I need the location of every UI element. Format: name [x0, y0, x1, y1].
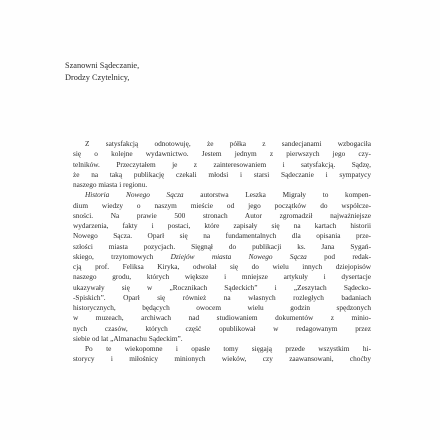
paragraph-2-line: naszego grodu, których większe i mniejsze artykuły i dysertacje: [73, 272, 371, 282]
paragraph-1-line: Z satysfakcją odnotowuję, że półka z sandecjanami wzbogaciła: [85, 139, 371, 148]
paragraph-2-line: [73, 252, 371, 262]
letter-body: [73, 139, 371, 365]
paragraph-2-line: -Spiskich”. Oparł się również na własnych rozległych badaniach: [73, 292, 371, 302]
paragraph-2-line: wydarzenia, fakty i postaci, które zapisały się na kartach historii: [73, 221, 371, 230]
text-run: skiego, trzytomowych: [73, 251, 171, 261]
paragraph-2-line: nych czasów, których część opublikował w redagowanym przez: [73, 323, 371, 333]
paragraph-2-line: sności. Na prawie 500 stronach Autor zgromadził najważniejsze: [73, 210, 371, 220]
paragraph-2-line: szłości miasta pozycjach. Sięgnął do publikacji ks. Jana Sygań-: [73, 241, 371, 251]
book-title-italic: Dziejów miasta Nowego Sącza: [170, 251, 307, 261]
paragraph-1-line: naszego miasta i regionu.: [73, 180, 148, 189]
salutation: [65, 60, 139, 83]
paragraph-1-line: się o kolejne wydawnictwo. Jestem jednym z pierwszych jego czy-: [73, 149, 371, 159]
book-title-italic: Historia Nowego Sącza: [85, 190, 184, 200]
paragraph-2-line: dium wiedzy o naszym mieście od jego początków do współcze-: [73, 200, 371, 210]
paragraph-2-line: Nowego Sącza. Oparł się na fundamentalnych dla opisania prze-: [73, 231, 371, 241]
paragraph-2-line: siebie od lat „Almanachu Sądeckim”.: [73, 333, 183, 343]
paragraph-1-line: że na taką publikację czekali młodsi i starsi Sądeczanie i sympatycy: [73, 169, 371, 179]
paragraph-1-line: telników. Przeczytałem je z zainteresowaniem i satysfakcją. Sądzę,: [73, 159, 371, 169]
paragraph-3-line: Po te wiekopomne i opasłe tomy sięgają przede wszystkim hi-: [85, 344, 371, 353]
salutation-line-2: Drodzy Czytelnicy,: [65, 72, 130, 82]
text-run: pod redak-: [306, 251, 371, 261]
paragraph-2-line: w muzeach, archiwach nad studiowaniem dokumentów z minio-: [73, 313, 371, 323]
paragraph-2-line: cją prof. Feliksa Kiryka, odwołał się do wielu innych dziejopisów: [73, 262, 371, 271]
text-run: autorstwa Leszka Migrały to kompen-: [183, 190, 371, 200]
paragraph-2-line: [73, 190, 371, 200]
paragraph-3-line: storycy i miłośnicy minionych wieków, czy zaawansowani, choćby: [73, 354, 371, 364]
paragraph-2-line: ukazywały się w „Rocznikach Sądeckich” i „Zeszytach Sądecko-: [73, 282, 371, 292]
salutation-line-1: Szanowni Sądeczanie,: [65, 61, 140, 70]
paragraph-2-line: historycznych, będących owocem wielu godzin spędzonych: [73, 303, 371, 312]
